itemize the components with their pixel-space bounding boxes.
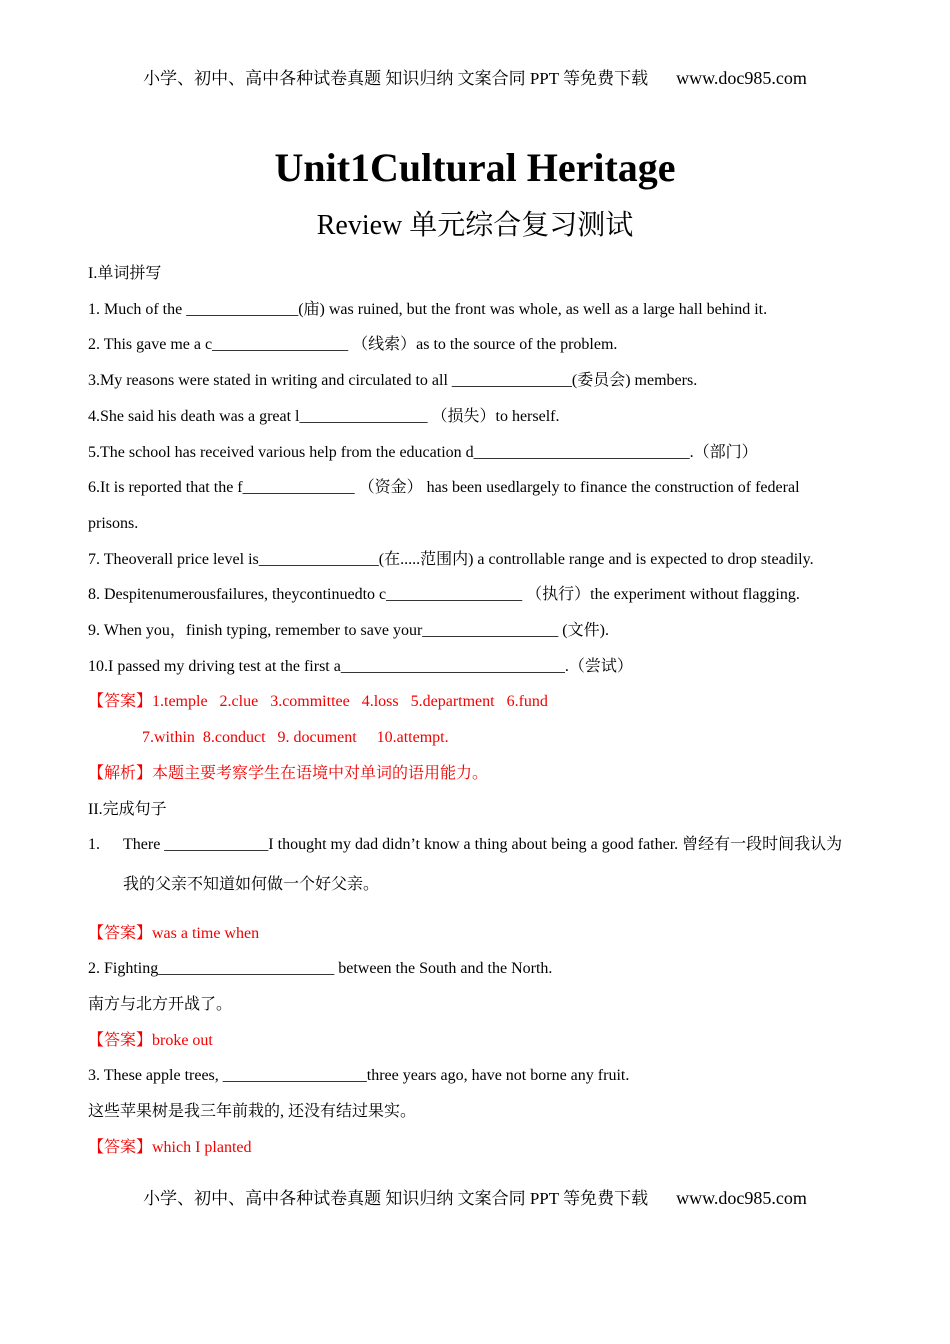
question-6-line2: prisons. [88, 514, 139, 532]
sentence-1-number: 1. [88, 836, 100, 854]
question-9: 9. When you，finish typing, remember to save your_________________ (文件). [88, 622, 609, 640]
sentence-1-line2: 我的父亲不知道如何做一个好父亲。 [123, 875, 380, 893]
section1-answers-line2: 7.within 8.conduct 9. document 10.attempt. [142, 729, 449, 747]
sentence-1-answer: 【答案】was a time when [88, 924, 260, 942]
header-url: www.doc985.com [676, 68, 807, 88]
question-4: 4.She said his death was a great l________________ （损失）to herself. [88, 407, 560, 425]
sentence-3-line2: 这些苹果树是我三年前栽的, 还没有结过果实。 [88, 1103, 417, 1121]
question-2: 2. This gave me a c_________________ （线索）as to the source of the problem. [88, 336, 618, 354]
page-footer [0, 1188, 950, 1209]
sentence-2-line1: 2. Fighting______________________ between the South and the North. [88, 960, 553, 978]
question-6-line1: 6.It is reported that the f______________ （资金） has been usedlargely to finance the construction of federal [88, 479, 800, 497]
sentence-2-answer: 【答案】broke out [88, 1031, 213, 1049]
document-subtitle: Review 单元综合复习测试 [316, 210, 634, 241]
section2-heading: II.完成句子 [88, 800, 167, 818]
footer-url: www.doc985.com [676, 1188, 807, 1208]
section1-analysis: 【解析】本题主要考察学生在语境中对单词的语用能力。 [88, 764, 489, 782]
footer-text: 小学、初中、高中各种试卷真题 知识归纳 文案合同 PPT 等免费下载 [143, 1189, 649, 1208]
document-body [88, 256, 865, 1166]
sentence-3-answer: 【答案】which I planted [88, 1138, 252, 1156]
section1-heading: I.单词拼写 [88, 265, 162, 282]
question-10: 10.I passed my driving test at the first a____________________________.（尝试） [88, 657, 633, 675]
sentence-2-line2: 南方与北方开战了。 [88, 996, 233, 1014]
header-text: 小学、初中、高中各种试卷真题 知识归纳 文案合同 PPT 等免费下载 [143, 69, 649, 88]
document-title: Unit1Cultural Heritage [274, 145, 676, 190]
sentence-item-1 [88, 827, 865, 863]
question-5: 5.The school has received various help from the education d___________________________.（部门） [88, 443, 758, 461]
sentence-3-line1: 3. These apple trees, __________________three years ago, have not borne any fruit. [88, 1067, 630, 1085]
question-7: 7. Theoverall price level is_______________(在.....范围内) a controllable range and is expected to drop steadily. [88, 550, 814, 568]
sentence-1-line1: There _____________I thought my dad didn’t know a thing about being a good father. 曾经有一段时间我认为 [123, 836, 843, 854]
question-1: 1. Much of the ______________(庙) was ruined, but the front was whole, as well as a large hall behind it. [88, 300, 768, 318]
page-header [0, 68, 950, 89]
section1-answers-line1: 【答案】1.temple 2.clue 3.committee 4.loss 5.department 6.fund [88, 693, 548, 711]
question-3: 3.My reasons were stated in writing and circulated to all _______________(委员会) members. [88, 372, 698, 390]
question-8: 8. Despitenumerousfailures, theycontinuedto c_________________ （执行）the experiment without flagging. [88, 586, 800, 604]
